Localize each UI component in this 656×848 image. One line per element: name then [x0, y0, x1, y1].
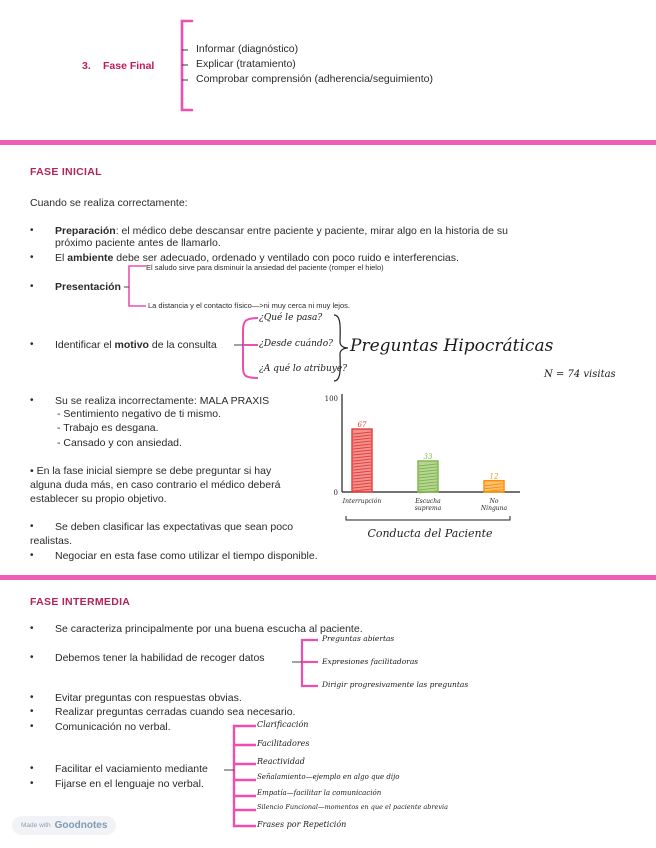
bullet: • — [30, 652, 34, 663]
bullet: • — [30, 252, 34, 263]
bullet: • — [30, 225, 34, 236]
list-item: Evitar preguntas con respuestas obvias. — [55, 692, 242, 704]
mala-praxis-item: - Trabajo es desgana. — [57, 422, 159, 434]
fase-final-item: Comprobar comprensión (adherencia/seguimiento) — [196, 73, 433, 85]
data-label: 12 — [489, 472, 499, 481]
intro-text: Cuando se realiza correctamente: — [30, 197, 188, 209]
handwritten-note: Reactividad — [257, 757, 305, 766]
made-with-text: Made with — [21, 822, 51, 829]
paragraph-line: Negociar en esta fase como utilizar el tiempo disponible. — [55, 550, 318, 562]
handwritten-question: ¿A qué lo atribuye? — [259, 364, 348, 374]
bullet: • — [30, 550, 34, 561]
preparacion-text-cont: próximo paciente antes de llamarlo. — [55, 237, 221, 249]
paragraph-line: Se deben clasificar las expectativas que sean poco — [55, 521, 294, 533]
y-tick-label: 0 — [333, 489, 338, 497]
bullet: • — [30, 706, 34, 717]
category-label: Ninguna — [480, 505, 508, 512]
paragraph-line: alguna duda más, en caso contrario el médico deberá — [30, 479, 281, 491]
list-item: Debemos tener la habilidad de recoger datos — [55, 652, 265, 664]
list-item: Comunicación no verbal. — [55, 721, 171, 733]
bullet: • — [30, 778, 34, 789]
y-tick-label: 100 — [324, 395, 338, 403]
x-axis-label: Conducta del Paciente — [367, 527, 493, 540]
paragraph-line: establecer su propio objetivo. — [30, 493, 167, 505]
x-brace — [346, 516, 510, 520]
fase-final-label: Fase Final — [103, 60, 155, 72]
bar-chart — [320, 386, 530, 546]
handwritten-n: N = 74 visitas — [544, 369, 616, 380]
handwritten-question: ¿Desde cuándo? — [259, 339, 333, 349]
vaciamiento-bracket — [222, 720, 262, 832]
list-item: Facilitar el vaciamiento mediante — [55, 763, 208, 775]
category-label: Escucha — [415, 498, 441, 505]
datos-bracket — [288, 636, 324, 692]
list-item: Se caracteriza principalmente por una buena escucha al paciente. — [55, 623, 363, 635]
presentacion-note: La distancia y el contacto físico—>ni muy cerca ni muy lejos. — [148, 301, 350, 310]
handwritten-note: Expresiones facilitadoras — [322, 657, 419, 666]
data-label: 67 — [357, 421, 367, 430]
list-item: Realizar preguntas cerradas cuando sea necesario. — [55, 706, 296, 718]
presentacion-label: Presentación — [55, 281, 121, 293]
handwritten-note: Facilitadores — [257, 739, 310, 748]
goodnotes-badge[interactable] — [12, 816, 116, 835]
bullet: • — [30, 395, 34, 406]
fase-final-item: Informar (diagnóstico) — [196, 43, 299, 55]
section-title: FASE INICIAL — [30, 166, 102, 178]
handwritten-note: Frases por Repetición — [257, 820, 347, 829]
handwritten-note: Dirigir progresivamente las preguntas — [322, 680, 469, 689]
handwritten-note: Preguntas abiertas — [322, 634, 395, 643]
section-title: FASE INTERMEDIA — [30, 596, 131, 608]
category-label: Interrupción — [342, 498, 382, 505]
bullet: • — [30, 521, 34, 532]
fase-final-bracket — [174, 18, 198, 114]
section-divider — [0, 575, 656, 580]
bullet: • — [30, 721, 34, 732]
mala-praxis-title: Su se realiza incorrectamente: MALA PRAXIS — [55, 395, 270, 407]
category-label: suprema — [414, 505, 442, 512]
fase-final-item: Explicar (tratamiento) — [196, 58, 296, 70]
ambiente-text: El ambiente debe ser adecuado, ordenado y ventilado con poco ruido e interferencias. — [55, 252, 459, 264]
handwritten-note: Empatía—facilitar la comunicación — [257, 789, 382, 797]
category-label: No — [489, 498, 499, 505]
section-number: 3. — [82, 60, 91, 72]
list-item: Fijarse en el lenguaje no verbal. — [55, 778, 204, 790]
section-divider — [0, 140, 656, 145]
mala-praxis-item: - Sentimiento negativo de ti mismo. — [57, 408, 221, 420]
goodnotes-brand: Goodnotes — [54, 820, 108, 831]
presentacion-note: El saludo sirve para disminuir la ansiedad del paciente (romper el hielo) — [146, 263, 384, 272]
paragraph-line: • En la fase inicial siempre se debe preguntar si hay — [30, 465, 272, 477]
handwritten-question: ¿Qué le pasa? — [259, 313, 323, 323]
handwritten-note: Señalamiento—ejemplo en algo que dijo — [257, 773, 400, 781]
preparacion-text: Preparación: el médico debe descansar entre paciente y paciente, mirar algo en la historia de su — [55, 225, 508, 237]
hipo-brace — [330, 312, 352, 384]
bullet: • — [30, 623, 34, 634]
handwritten-note: Silencio Funcional—momentos en que el paciente abrevia — [257, 803, 448, 811]
bullet: • — [30, 339, 34, 350]
handwritten-title: Preguntas Hipocráticas — [350, 336, 554, 356]
motivo-text: Identificar el motivo de la consulta — [55, 339, 217, 351]
handwritten-note: Clarificación — [257, 720, 309, 729]
data-label: 33 — [423, 452, 433, 461]
bullet: • — [30, 281, 34, 292]
bullet: • — [30, 692, 34, 703]
mala-praxis-item: - Cansado y con ansiedad. — [57, 437, 182, 449]
paragraph-line: realistas. — [30, 535, 73, 547]
bullet: • — [30, 763, 34, 774]
